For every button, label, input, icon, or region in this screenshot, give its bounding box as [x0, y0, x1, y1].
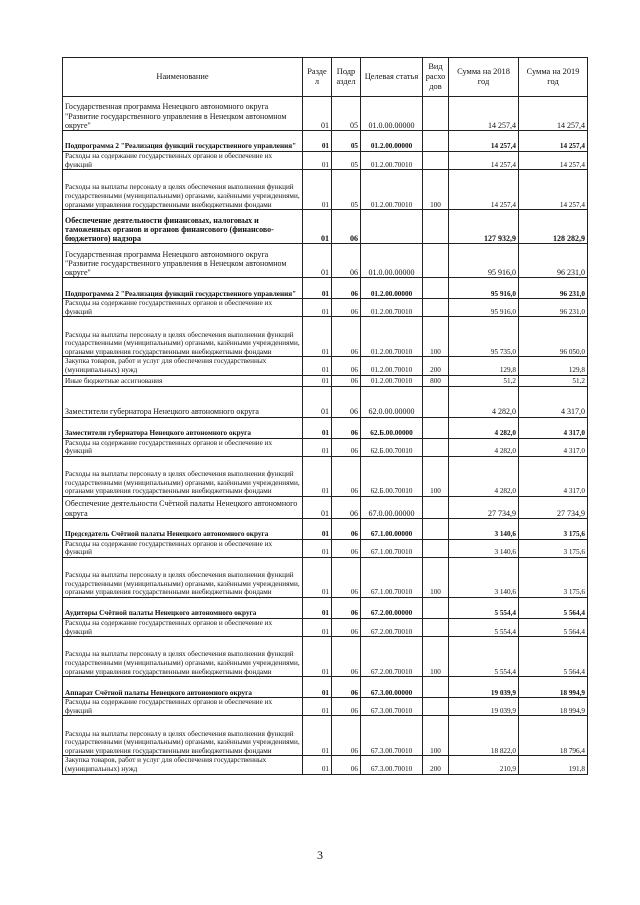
table-row [63, 677, 588, 698]
row-target: 01.0.00.00000 [361, 244, 423, 278]
row-name: Расходы на выплаты персоналу в целях обеспечения выполнения функций государственными (муниципальными) органами, казёнными учреждениями, органами управления государственными внебюджетными фондами [63, 557, 303, 597]
row-name: Расходы на содержание государственных органов и обеспечение их функций [63, 299, 303, 317]
row-expense-type [423, 438, 449, 456]
row-expense-type: 100 [423, 456, 449, 496]
budget-table [62, 57, 588, 775]
row-target: 67.3.00.70010 [361, 698, 423, 716]
row-name: Расходы на содержание государственных органов и обеспечение их функций [63, 438, 303, 456]
row-name: Заместители губернатора Ненецкого автономного округа [63, 386, 303, 417]
row-sum-2019: 18 796,4 [519, 716, 588, 756]
row-name: Председатель Счётной палаты Ненецкого автономного округа [63, 518, 303, 539]
row-target: 67.3.00.70010 [361, 756, 423, 774]
header-sum-2019: Сумма на 2019 год [519, 58, 588, 97]
budget-page [62, 57, 587, 775]
row-sum-2018: 3 140,6 [449, 539, 519, 557]
row-subsection: 06 [332, 210, 361, 244]
table-row [63, 357, 588, 375]
row-name: Расходы на содержание государственных органов и обеспечение их функций [63, 698, 303, 716]
row-expense-type [423, 618, 449, 636]
row-subsection: 06 [332, 386, 361, 417]
row-expense-type [423, 677, 449, 698]
row-sum-2018: 129,8 [449, 357, 519, 375]
table-row [63, 278, 588, 299]
row-section: 01 [303, 438, 332, 456]
table-row [63, 557, 588, 597]
row-expense-type [423, 131, 449, 152]
row-target: 01.2.00.00000 [361, 131, 423, 152]
row-sum-2019: 191,8 [519, 756, 588, 774]
table-row [63, 756, 588, 774]
row-sum-2019: 3 175,6 [519, 557, 588, 597]
row-sum-2018: 51,2 [449, 375, 519, 386]
table-row [63, 456, 588, 496]
row-expense-type [423, 210, 449, 244]
row-subsection: 06 [332, 597, 361, 618]
row-target: 67.2.00.70010 [361, 637, 423, 677]
table-header-row [63, 58, 588, 97]
row-name: Расходы на выплаты персоналу в целях обеспечения выполнения функций государственными (муниципальными) органами, казёнными учреждениями, органами управления государственными внебюджетными фондами [63, 637, 303, 677]
row-sum-2018: 95 735,0 [449, 317, 519, 357]
row-sum-2018: 4 282,0 [449, 417, 519, 438]
row-sum-2019: 5 564,4 [519, 637, 588, 677]
header-target: Целевая статья [361, 58, 423, 97]
row-name: Расходы на содержание государственных органов и обеспечение их функций [63, 618, 303, 636]
row-sum-2018: 19 039,9 [449, 698, 519, 716]
table-row [63, 438, 588, 456]
row-sum-2019: 14 257,4 [519, 97, 588, 131]
header-section: Разде л [303, 58, 332, 97]
row-expense-type: 800 [423, 375, 449, 386]
row-expense-type: 100 [423, 637, 449, 677]
row-sum-2018: 95 916,0 [449, 244, 519, 278]
table-row [63, 618, 588, 636]
row-section: 01 [303, 456, 332, 496]
table-row [63, 539, 588, 557]
row-name: Обеспечение деятельности финансовых, налоговых и таможенных органов и органов финансового (финансово-бюджетного) надзора [63, 210, 303, 244]
row-name: Иные бюджетные ассигнования [63, 375, 303, 386]
row-sum-2019: 3 175,6 [519, 539, 588, 557]
row-subsection: 06 [332, 756, 361, 774]
row-expense-type [423, 299, 449, 317]
row-expense-type: 200 [423, 756, 449, 774]
row-subsection: 06 [332, 637, 361, 677]
row-section: 01 [303, 278, 332, 299]
row-subsection: 05 [332, 170, 361, 210]
row-sum-2019: 4 317,0 [519, 417, 588, 438]
row-name: Государственная программа Ненецкого автономного округа "Развитие государственного управления в Ненецком автономном округе" [63, 97, 303, 131]
row-subsection: 06 [332, 317, 361, 357]
row-sum-2019: 14 257,4 [519, 152, 588, 170]
row-section: 01 [303, 637, 332, 677]
row-name: Государственная программа Ненецкого автономного округа "Развитие государственного управления в Ненецком автономном округе" [63, 244, 303, 278]
row-section: 01 [303, 170, 332, 210]
row-subsection: 06 [332, 244, 361, 278]
row-expense-type [423, 278, 449, 299]
row-section: 01 [303, 131, 332, 152]
row-sum-2018: 27 734,9 [449, 496, 519, 518]
row-expense-type [423, 698, 449, 716]
header-name: Наименование [63, 58, 303, 97]
row-target: 01.2.00.00000 [361, 278, 423, 299]
table-row [63, 244, 588, 278]
row-section: 01 [303, 539, 332, 557]
row-target: 62.Б.00.70010 [361, 438, 423, 456]
row-subsection: 06 [332, 539, 361, 557]
row-target: 67.2.00.70010 [361, 618, 423, 636]
row-name: Расходы на выплаты персоналу в целях обеспечения выполнения функций государственными (муниципальными) органами, казёнными учреждениями, органами управления государственными внебюджетными фондами [63, 317, 303, 357]
row-expense-type: 100 [423, 317, 449, 357]
row-section: 01 [303, 244, 332, 278]
row-target: 67.2.00.00000 [361, 597, 423, 618]
row-section: 01 [303, 97, 332, 131]
row-sum-2018: 14 257,4 [449, 131, 519, 152]
row-sum-2019: 14 257,4 [519, 170, 588, 210]
row-sum-2019: 4 317,0 [519, 386, 588, 417]
row-name: Подпрограмма 2 "Реализация функций государственного управления" [63, 278, 303, 299]
row-subsection: 06 [332, 278, 361, 299]
row-sum-2019: 128 282,9 [519, 210, 588, 244]
header-subsection: Подр аздел [332, 58, 361, 97]
row-section: 01 [303, 210, 332, 244]
row-subsection: 06 [332, 618, 361, 636]
row-sum-2019: 96 231,0 [519, 244, 588, 278]
row-expense-type: 100 [423, 716, 449, 756]
row-sum-2018: 14 257,4 [449, 97, 519, 131]
table-row [63, 170, 588, 210]
row-section: 01 [303, 677, 332, 698]
row-section: 01 [303, 375, 332, 386]
row-sum-2018: 5 554,4 [449, 618, 519, 636]
row-sum-2018: 95 916,0 [449, 278, 519, 299]
row-sum-2019: 96 050,0 [519, 317, 588, 357]
row-subsection: 06 [332, 698, 361, 716]
row-expense-type: 100 [423, 170, 449, 210]
row-expense-type: 100 [423, 557, 449, 597]
row-expense-type [423, 518, 449, 539]
row-sum-2019: 51,2 [519, 375, 588, 386]
row-sum-2019: 3 175,6 [519, 518, 588, 539]
page-number: 3 [317, 848, 323, 862]
row-sum-2018: 4 282,0 [449, 456, 519, 496]
row-subsection: 06 [332, 456, 361, 496]
row-sum-2018: 5 554,4 [449, 637, 519, 677]
row-sum-2019: 18 994,9 [519, 698, 588, 716]
row-section: 01 [303, 357, 332, 375]
table-row [63, 417, 588, 438]
row-subsection: 06 [332, 677, 361, 698]
table-row [63, 716, 588, 756]
row-name: Аппарат Счётной палаты Ненецкого автономного округа [63, 677, 303, 698]
row-sum-2018: 14 257,4 [449, 152, 519, 170]
row-expense-type [423, 244, 449, 278]
row-subsection: 05 [332, 152, 361, 170]
row-subsection: 06 [332, 438, 361, 456]
row-sum-2019: 129,8 [519, 357, 588, 375]
row-target: 67.1.00.70010 [361, 557, 423, 597]
row-section: 01 [303, 152, 332, 170]
row-name: Заместители губернатора Ненецкого автономного округа [63, 417, 303, 438]
table-row [63, 698, 588, 716]
row-name: Подпрограмма 2 "Реализация функций государственного управления" [63, 131, 303, 152]
row-section: 01 [303, 518, 332, 539]
row-section: 01 [303, 417, 332, 438]
table-row [63, 317, 588, 357]
row-sum-2019: 5 564,4 [519, 618, 588, 636]
row-expense-type [423, 539, 449, 557]
row-sum-2018: 5 554,4 [449, 597, 519, 618]
row-sum-2018: 19 039,9 [449, 677, 519, 698]
row-target: 67.1.00.70010 [361, 539, 423, 557]
table-row [63, 375, 588, 386]
row-section: 01 [303, 557, 332, 597]
row-name: Расходы на выплаты персоналу в целях обеспечения выполнения функций государственными (муниципальными) органами, казёнными учреждениями, органами управления государственными внебюджетными фондами [63, 170, 303, 210]
table-row [63, 597, 588, 618]
row-sum-2018: 127 932,9 [449, 210, 519, 244]
row-section: 01 [303, 496, 332, 518]
row-sum-2019: 14 257,4 [519, 131, 588, 152]
row-sum-2018: 3 140,6 [449, 518, 519, 539]
row-name: Обеспечение деятельности Счётной палаты Ненецкого автономного округа [63, 496, 303, 518]
row-expense-type [423, 417, 449, 438]
table-row [63, 210, 588, 244]
row-name: Расходы на выплаты персоналу в целях обеспечения выполнения функций государственными (муниципальными) органами, казёнными учреждениями, органами управления государственными внебюджетными фондами [63, 456, 303, 496]
row-section: 01 [303, 698, 332, 716]
table-body [63, 97, 588, 775]
table-row [63, 299, 588, 317]
row-section: 01 [303, 299, 332, 317]
row-sum-2019: 27 734,9 [519, 496, 588, 518]
table-row [63, 637, 588, 677]
row-target: 01.2.00.70010 [361, 317, 423, 357]
row-subsection: 06 [332, 518, 361, 539]
row-subsection: 06 [332, 357, 361, 375]
row-sum-2018: 14 257,4 [449, 170, 519, 210]
row-subsection: 06 [332, 557, 361, 597]
row-name: Расходы на содержание государственных органов и обеспечение их функций [63, 539, 303, 557]
row-sum-2019: 96 231,0 [519, 278, 588, 299]
row-name: Закупка товаров, работ и услуг для обеспечения государственных (муниципальных) нужд [63, 357, 303, 375]
row-name: Закупка товаров, работ и услуг для обеспечения государственных (муниципальных) нужд [63, 756, 303, 774]
row-sum-2019: 96 231,0 [519, 299, 588, 317]
row-name: Расходы на выплаты персоналу в целях обеспечения выполнения функций государственными (муниципальными) органами, казёнными учреждениями, органами управления государственными внебюджетными фондами [63, 716, 303, 756]
row-sum-2019: 5 564,4 [519, 597, 588, 618]
row-subsection: 06 [332, 496, 361, 518]
table-row [63, 131, 588, 152]
row-section: 01 [303, 386, 332, 417]
row-section: 01 [303, 597, 332, 618]
row-target: 62.Б.00.00000 [361, 417, 423, 438]
row-expense-type [423, 386, 449, 417]
row-expense-type [423, 152, 449, 170]
row-section: 01 [303, 716, 332, 756]
row-target: 01.2.00.70010 [361, 152, 423, 170]
row-sum-2018: 4 282,0 [449, 386, 519, 417]
row-sum-2019: 4 317,0 [519, 456, 588, 496]
row-section: 01 [303, 317, 332, 357]
row-expense-type [423, 97, 449, 131]
row-section: 01 [303, 756, 332, 774]
row-sum-2018: 4 282,0 [449, 438, 519, 456]
row-target: 62.Б.00.70010 [361, 456, 423, 496]
row-subsection: 06 [332, 417, 361, 438]
row-expense-type [423, 496, 449, 518]
header-sum-2018: Сумма на 2018 год [449, 58, 519, 97]
row-sum-2019: 18 994,9 [519, 677, 588, 698]
row-sum-2018: 3 140,6 [449, 557, 519, 597]
row-target: 01.2.00.70010 [361, 357, 423, 375]
row-expense-type: 200 [423, 357, 449, 375]
row-sum-2018: 95 916,0 [449, 299, 519, 317]
row-name: Аудиторы Счётной палаты Ненецкого автономного округа [63, 597, 303, 618]
row-subsection: 06 [332, 375, 361, 386]
row-target: 67.0.00.00000 [361, 496, 423, 518]
row-expense-type [423, 597, 449, 618]
table-row [63, 152, 588, 170]
row-sum-2018: 210,9 [449, 756, 519, 774]
row-section: 01 [303, 618, 332, 636]
table-row [63, 386, 588, 417]
row-sum-2019: 4 317,0 [519, 438, 588, 456]
row-target: 01.2.00.70010 [361, 170, 423, 210]
row-target: 67.1.00.00000 [361, 518, 423, 539]
header-expense-type: Вид расхо дов [423, 58, 449, 97]
row-target: 01.0.00.00000 [361, 97, 423, 131]
row-subsection: 05 [332, 131, 361, 152]
row-target [361, 210, 423, 244]
row-subsection: 06 [332, 716, 361, 756]
table-row [63, 496, 588, 518]
table-row [63, 518, 588, 539]
row-subsection: 06 [332, 299, 361, 317]
row-name: Расходы на содержание государственных органов и обеспечение их функций [63, 152, 303, 170]
row-target: 67.3.00.70010 [361, 716, 423, 756]
row-target: 01.2.00.70010 [361, 375, 423, 386]
row-subsection: 05 [332, 97, 361, 131]
row-target: 01.2.00.70010 [361, 299, 423, 317]
row-target: 67.3.00.00000 [361, 677, 423, 698]
row-target: 62.0.00.00000 [361, 386, 423, 417]
row-sum-2018: 18 822,0 [449, 716, 519, 756]
table-row [63, 97, 588, 131]
